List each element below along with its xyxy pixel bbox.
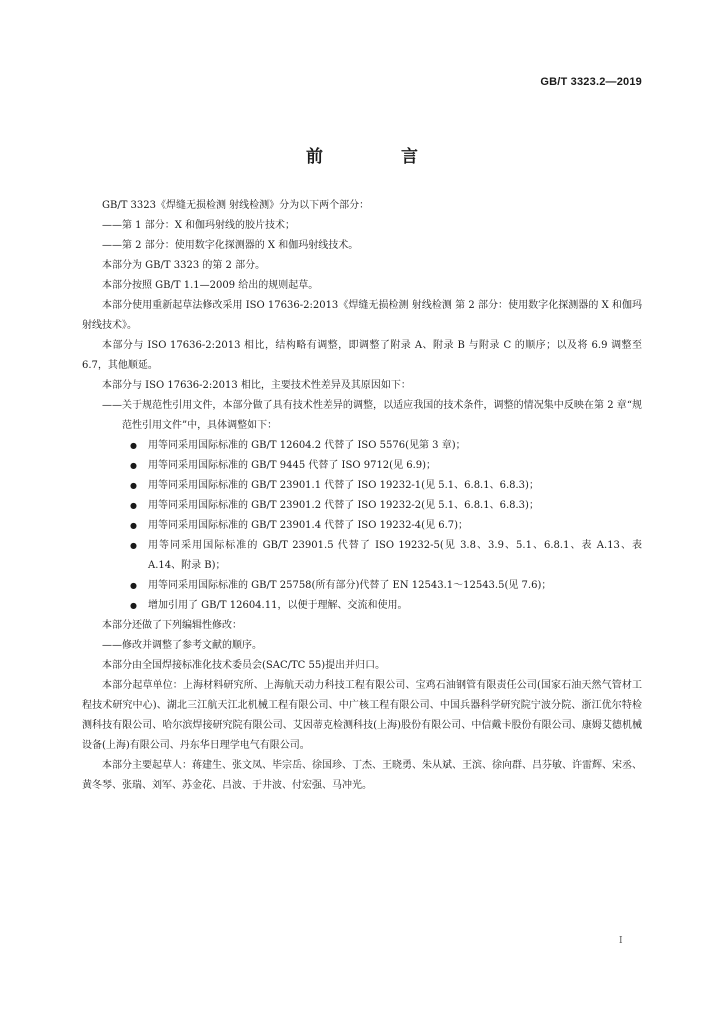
- dash-item: ——第 2 部分：使用数字化探测器的 X 和伽玛射线技术。: [102, 240, 359, 251]
- standard-number: GB/T 3323.2—2019: [540, 76, 642, 88]
- list-item-text: 用等同采用国际标准的 GB/T 12604.2 代替了 ISO 5576(见第 3 章)；: [148, 440, 466, 451]
- bullet-icon: ●: [130, 601, 137, 610]
- bullet-icon: ●: [130, 521, 137, 530]
- bullet-list: [82, 436, 642, 616]
- list-item: [82, 436, 642, 456]
- list-item: [82, 596, 642, 616]
- dash-item: ——修改并调整了参考文献的顺序。: [102, 640, 262, 651]
- paragraph: 本部分还做了下列编辑性修改：: [102, 620, 242, 631]
- bullet-icon: ●: [130, 501, 137, 510]
- list-item-text: 用等同采用国际标准的 GB/T 9445 代替了 ISO 9712(见 6.9)；: [148, 460, 437, 471]
- list-item: [82, 576, 642, 596]
- list-item-text: 用等同采用国际标准的 GB/T 23901.4 代替了 ISO 19232-4(见 6.7)；: [148, 520, 469, 531]
- page-title: 前 言: [306, 147, 454, 167]
- dash-item: ——关于规范性引用文件，本部分做了具有技术性差异的调整，以适应我国的技术条件，调整的情况集中反映在第 2 章“规范性引用文件”中，具体调整如下：: [102, 400, 642, 431]
- paragraph: GB/T 3323《焊缝无损检测 射线检测》分为以下两个部分：: [102, 200, 370, 211]
- paragraph: 本部分与 ISO 17636-2:2013 相比，主要技术性差异及其原因如下：: [102, 380, 411, 391]
- list-item-text: 用等同采用国际标准的 GB/T 23901.1 代替了 ISO 19232-1(见 5.1、6.8.1、6.8.3)；: [148, 480, 539, 491]
- paragraph: 本部分起草单位：上海材料研究所、上海航天动力科技工程有限公司、宝鸡石油钢管有限责任公司(国家石油天然气管材工程技术研究中心)、湖北三江航天江北机械工程有限公司、中广核工程有限公司、中国兵器科学研究院宁波分院、浙江优尔特检测科技有限公司、哈尔滨焊接研究院有限公司、艾因蒂克检测科技(上海)股份有限公司、中信戴卡股份有限公司、康姆艾德机械设备(上海)有限公司、丹东华日理学电气有限公司。: [82, 680, 642, 751]
- list-item: [82, 536, 642, 576]
- list-item-text: 用等同采用国际标准的 GB/T 23901.5 代替了 ISO 19232-5(见 3.8、3.9、5.1、6.8.1、表 A.13、表 A.14、附录 B)；: [148, 540, 642, 571]
- dash-item: ——第 1 部分：X 和伽玛射线的胶片技术；: [102, 220, 296, 231]
- list-item: [82, 456, 642, 476]
- paragraph: 本部分主要起草人：蒋建生、张文凤、毕宗岳、徐国珍、丁杰、王晓勇、朱从斌、王滨、徐向群、吕芬敏、许雷辉、宋丞、黄冬琴、张瑞、刘军、苏金花、吕波、于井波、付宏强、马冲光。: [82, 760, 642, 791]
- paragraph: 本部分使用重新起草法修改采用 ISO 17636-2:2013《焊缝无损检测 射线检测 第 2 部分：使用数字化探测器的 X 和伽玛射线技术》。: [82, 300, 642, 331]
- list-item-text: 增加引用了 GB/T 12604.11，以便于理解、交流和使用。: [148, 600, 408, 611]
- list-item: [82, 476, 642, 496]
- paragraph: 本部分与 ISO 17636-2:2013 相比，结构略有调整，即调整了附录 A、附录 B 与附录 C 的顺序；以及将 6.9 调整至 6.7，其他顺延。: [82, 340, 642, 371]
- bullet-icon: ●: [130, 481, 137, 490]
- bullet-icon: ●: [130, 541, 137, 550]
- bullet-icon: ●: [130, 441, 137, 450]
- bullet-icon: ●: [130, 461, 137, 470]
- paragraph: 本部分由全国焊接标准化技术委员会(SAC/TC 55)提出并归口。: [102, 660, 386, 671]
- page-number: I: [619, 936, 623, 946]
- bullet-icon: ●: [130, 581, 137, 590]
- list-item: [82, 496, 642, 516]
- foreword-body: [82, 196, 642, 796]
- list-item: [82, 516, 642, 536]
- list-item-text: 用等同采用国际标准的 GB/T 23901.2 代替了 ISO 19232-2(见 5.1、6.8.1、6.8.3)；: [148, 500, 539, 511]
- paragraph: 本部分按照 GB/T 1.1—2009 给出的规则起草。: [102, 280, 319, 291]
- list-item-text: 用等同采用国际标准的 GB/T 25758(所有部分)代替了 EN 12543.1～12543.5(见 7.6)；: [148, 580, 552, 591]
- paragraph: 本部分为 GB/T 3323 的第 2 部分。: [102, 260, 266, 271]
